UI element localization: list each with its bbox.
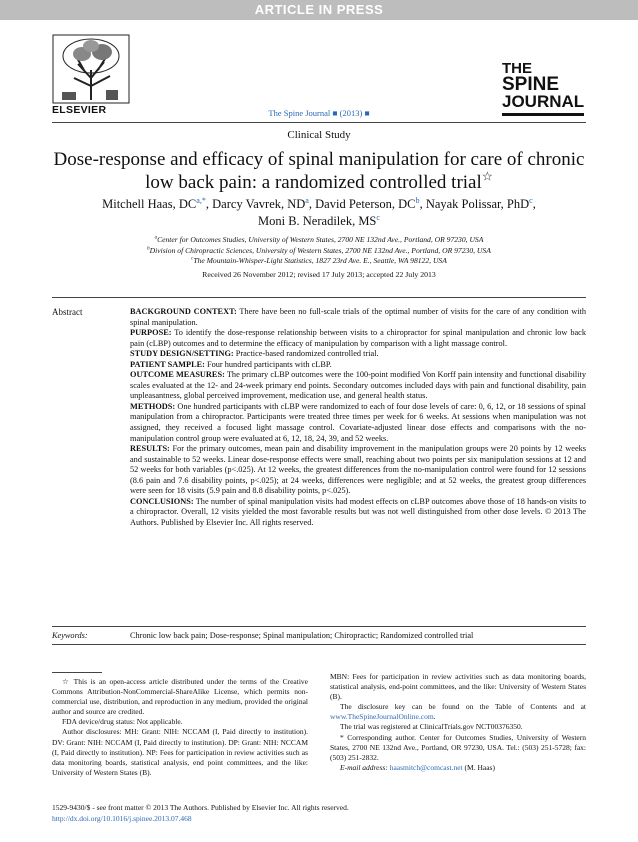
affiliation: [30, 235, 608, 246]
footnote-mark: ☆: [62, 677, 71, 686]
article-in-press-banner: ARTICLE IN PRESS: [0, 0, 638, 20]
logo-line: THE: [502, 60, 532, 77]
abstract-heading: PURPOSE:: [130, 328, 172, 338]
author-list: [30, 196, 608, 230]
article-title: [30, 148, 608, 194]
author-affiliation-mark[interactable]: a,*: [196, 195, 206, 205]
footnote-text: The disclosure key can be found on the Table of Contents and at: [340, 702, 586, 712]
abstract-heading: OUTCOME MEASURES:: [130, 370, 225, 380]
footnotes-left-column: [52, 677, 308, 778]
abstract-heading: PATIENT SAMPLE:: [130, 359, 205, 369]
abstract-section: [130, 328, 586, 349]
author-separator: ,: [308, 197, 316, 211]
author-affiliation-mark[interactable]: c: [529, 195, 533, 205]
abstract-text: Four hundred participants with cLBP.: [204, 359, 332, 369]
logo-line: JOURNAL: [502, 91, 585, 111]
logo-underline: [502, 113, 584, 116]
abstract-section: [130, 497, 586, 529]
footnote-text: .: [433, 712, 436, 722]
author: David Peterson, DC: [315, 197, 416, 211]
keywords-top-rule: [52, 626, 586, 627]
section-label: Clinical Study: [287, 129, 351, 141]
abstract-text: The primary cLBP outcomes were the 100-point modified Von Korff pain intensity and functional disability scales evaluated at the 12- and 24-week primary end points. Secondary outcomes included days with pain and functional disability, pain unpleasantness, global perceived improvement, medication use, and general health status.: [130, 370, 586, 401]
abstract-section: [130, 307, 586, 328]
abstract-text: There have been no full-scale trials of the optimal number of visits for the care of any condition with spinal manipulation.: [130, 307, 586, 327]
author-separator: ,: [532, 197, 536, 211]
footnote-text: Author disclosures: MH: Grant: NIH: NCCAM (I, Paid directly to institution). DV: Grant: NIH: NCCAM (I, Paid directly to institution). DP: Grant: NIH: NCCAM (I, Paid directly to institution). NP: Fees for participation in review activities such as data monitoring boards, statistical analysis, end point committees, and the like: University of Western States (B).: [52, 727, 308, 777]
affiliation-text: The Mountain-Whisper-Light Statistics, 1827 23rd Ave. E., Seattle, WA 98122, USA: [193, 256, 447, 265]
abstract-heading: BACKGROUND CONTEXT:: [130, 307, 237, 316]
abstract-heading: STUDY DESIGN/SETTING:: [130, 349, 234, 359]
affiliation-text: Center for Outcomes Studies, University of Western States, 2700 NE 132nd Ave., Portland, OR 97230, USA: [157, 235, 484, 244]
abstract-heading: CONCLUSIONS:: [130, 496, 194, 506]
doi-link[interactable]: http://dx.doi.org/10.1016/j.spinee.2013.07.468: [52, 814, 192, 823]
disclosure-link[interactable]: www.TheSpineJournalOnline.com: [330, 712, 434, 722]
publisher-name: ELSEVIER: [52, 104, 107, 116]
affiliations: [30, 235, 608, 267]
journal-reference[interactable]: The Spine Journal ■ (2013) ■: [268, 108, 370, 118]
logo-line: SPINE: [502, 73, 560, 95]
author-affiliation-mark[interactable]: c: [376, 212, 380, 222]
title-footnote-mark[interactable]: ☆: [481, 169, 493, 184]
footnote-text: This is an open-access article distributed under the terms of the Creative Commons Attribution-NonCommercial-ShareAlike License, which permits non-commercial use, distribution, and reproduction in any medium, provided the original author and source are credited.: [52, 677, 308, 717]
author: Mitchell Haas, DC: [102, 197, 197, 211]
author-affiliation-mark[interactable]: b: [415, 195, 420, 205]
abstract-text: The number of spinal manipulation visits had modest effects on cLBP outcomes above those of 18 hands-on visits to a chiropractor. Overall, 12 visits yielded the most favorable results but was not well distinguished from other dose levels. © 2013 The Authors. Published by Elsevier Inc. All rights reserved.: [130, 496, 586, 527]
author: Darcy Vavrek, ND: [212, 197, 306, 211]
abstract-heading: RESULTS:: [130, 444, 170, 454]
abstract-text: Practice-based randomized controlled trial.: [233, 349, 379, 359]
abstract-section: [130, 349, 586, 360]
abstract-section: [130, 370, 586, 402]
footnote: [330, 733, 586, 763]
header-rule: [52, 122, 586, 123]
footnote: [52, 677, 308, 717]
issn-line: 1529-9430/$ - see front matter © 2013 The Authors. Published by Elsevier Inc. All rights reserved.: [52, 803, 349, 812]
footnote: [330, 722, 586, 732]
footnote-text: MBN: Fees for participation in review activities such as data monitoring boards, statistical analysis, end-point committees, and the like: University of Western States (B).: [330, 672, 586, 702]
author-separator: ,: [205, 197, 213, 211]
author: Nayak Polissar, PhD: [425, 197, 530, 211]
abstract-label: Abstract: [52, 307, 83, 317]
abstract-body: [130, 307, 586, 528]
footnote: [330, 702, 586, 722]
abstract-section: [130, 402, 586, 444]
abstract-text: To identify the dose-response relationship between visits to a chiropractor for spinal manipulation and chronic low back pain (cLBP) outcomes and to determine the efficacy of manipulation by comparison with a light massage control.: [130, 328, 586, 348]
footnote: [330, 672, 586, 702]
footnote: [330, 763, 586, 773]
footnote: [52, 717, 308, 727]
footnote-text: * Corresponding author. Center for Outcomes Studies, University of Western States, 2700 NE 132nd Ave., Portland, OR 97230, USA. Tel.: (503) 251-5728; fax: (503) 251-2832.: [330, 732, 586, 762]
footnote-text: The trial was registered at ClinicalTrials.gov NCT00376350.: [340, 722, 523, 732]
abstract-section: [130, 360, 586, 371]
footnote-rule: [52, 672, 102, 673]
author: Moni B. Neradilek, MS: [257, 214, 377, 228]
abstract-heading: METHODS:: [130, 401, 176, 411]
footnote: [52, 727, 308, 777]
email-label: E-mail address:: [340, 762, 388, 772]
abstract-text: For the primary outcomes, mean pain and disability improvement in the manipulation groups were 20 points by 12 weeks and sustainable to 52 weeks. Linear dose-response effects were small, reaching about two points per six manipulation sessions at 12 and 52 weeks for both variables (p<.025). At 12 weeks, the greatest differences from the no-manipulation control were found for 12 sessions (8.6 pain and 7.6 disability points, p<.025); at 24 weeks, differences were negligible; and at 52 weeks, the greatest group differences were seen for 18 visits (5.9 pain and 8.8 disability points, p<.025).: [130, 444, 586, 496]
abstract-text: One hundred participants with cLBP were randomized to each of four dose levels of care: 0, 6, 12, or 18 sessions of spinal manipulation from a chiropractor. Participants were treated three times per week for 6 weeks. At sessions when manipulation was not assigned, they received a focused light massage control. Covariate-adjusted linear dose effects and comparisons with the no-manipulation control group were evaluated at 6, 12, 18, 24, 39, and 52 weeks.: [130, 401, 586, 443]
abstract-top-rule: [52, 297, 586, 298]
footnote-text: (M. Haas): [462, 762, 495, 772]
affiliation-mark: b: [147, 245, 150, 251]
author-separator: ,: [419, 197, 426, 211]
keywords-label: Keywords:: [52, 631, 88, 640]
keywords-text: Chronic low back pain; Dose-response; Spinal manipulation; Chiropractic; Randomized controlled trial: [130, 631, 474, 640]
affiliation: [30, 246, 608, 257]
elsevier-tree-logo: [52, 34, 130, 104]
affiliation: [30, 256, 608, 267]
email-link[interactable]: haasmitch@comcast.net: [389, 762, 463, 772]
keywords-bottom-rule: [52, 644, 586, 645]
received-dates: Received 26 November 2012; revised 17 July 2013; accepted 22 July 2013: [202, 270, 436, 279]
title-line: Dose-response and efficacy of spinal manipulation for care of chronic: [53, 149, 585, 170]
title-line: low back pain: a randomized controlled trial: [145, 172, 482, 193]
author-affiliation-mark[interactable]: a: [305, 195, 309, 205]
affiliation-text: Division of Chiropractic Sciences, University of Western States, 2700 NE 132nd Ave., Portland, OR 97230, USA: [149, 245, 491, 255]
spine-journal-logo: [502, 62, 586, 116]
affiliation-mark: a: [154, 235, 158, 241]
abstract-section: [130, 444, 586, 497]
footnote-text: FDA device/drug status: Not applicable.: [62, 717, 183, 727]
affiliation-mark: c: [191, 256, 194, 262]
footnotes-right-column: [330, 672, 586, 773]
